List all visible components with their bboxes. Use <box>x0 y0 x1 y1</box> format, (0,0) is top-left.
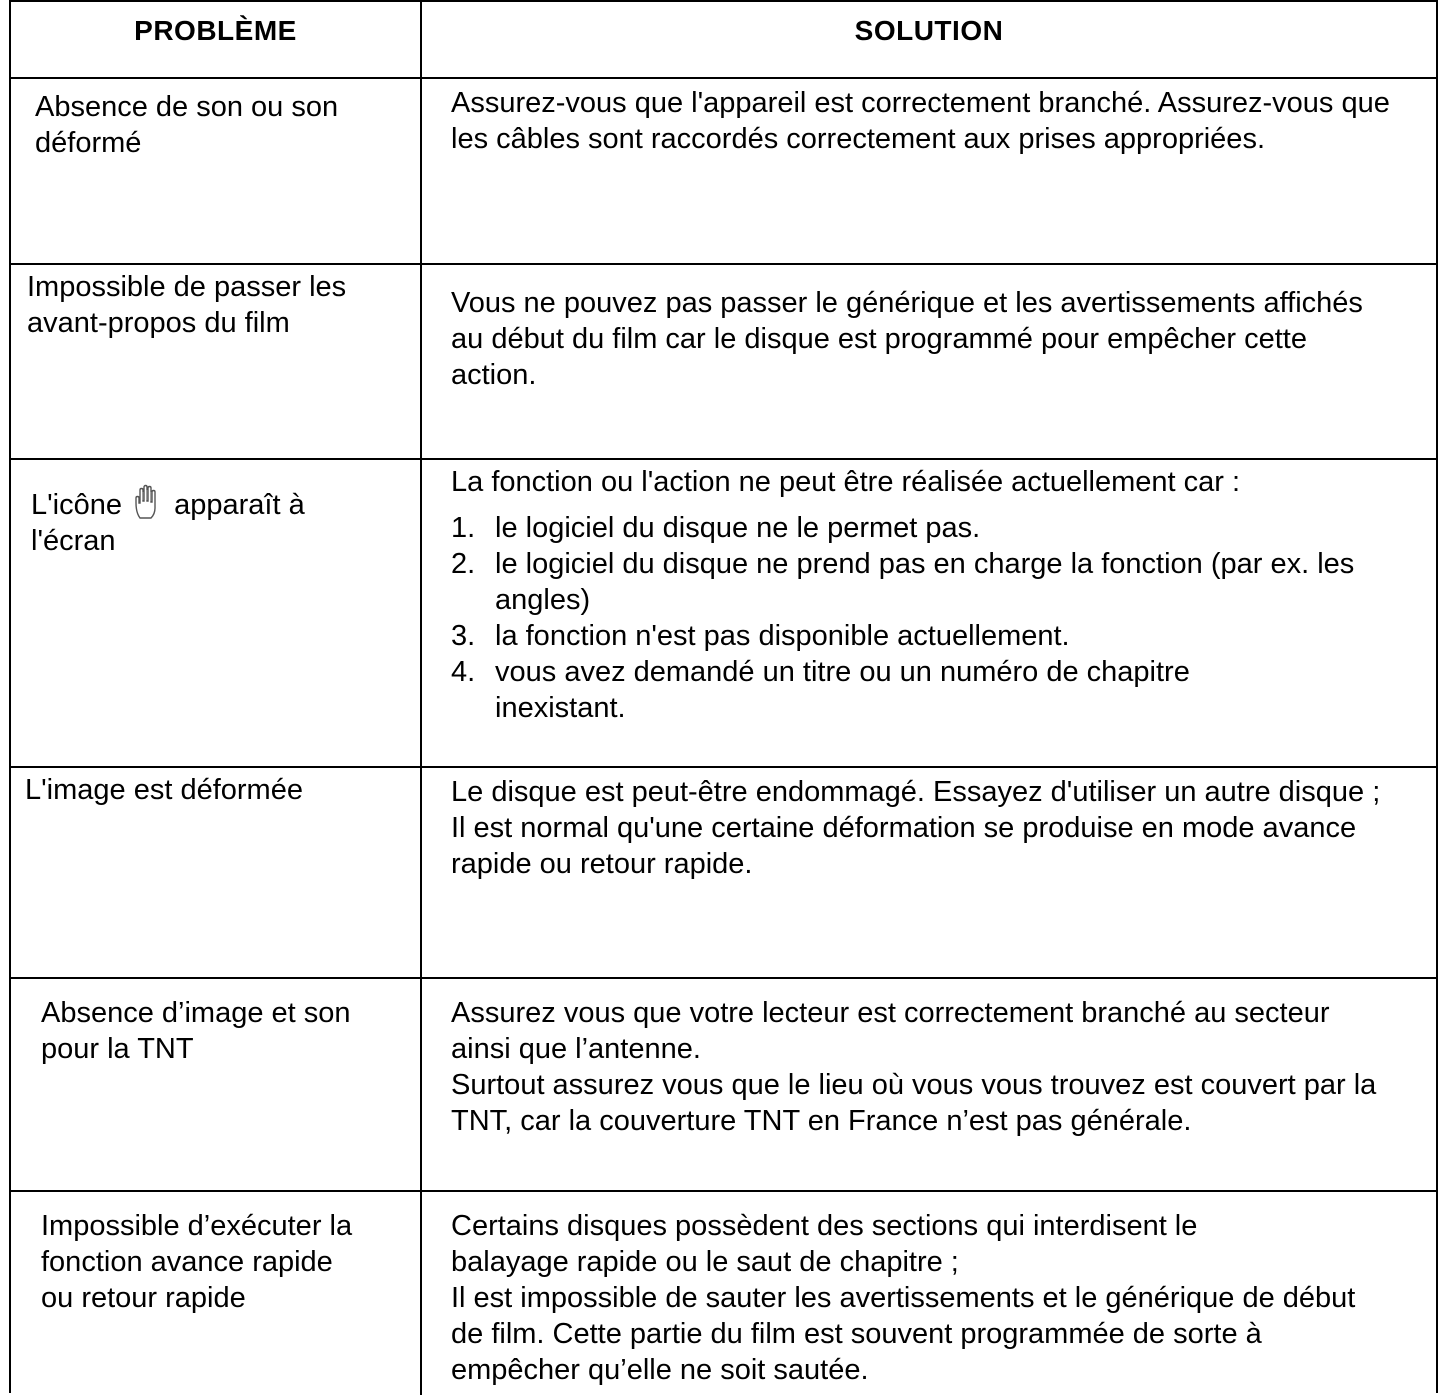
list-number: 4. <box>451 656 476 688</box>
solution-line: Il est impossible de sauter les avertissements et le générique de début de film. Cette partie du film est souvent programmée de sorte à empêcher qu’elle ne soit sautée. <box>451 1282 1356 1386</box>
table-row <box>11 460 1436 768</box>
list-text: la fonction n'est pas disponible actuellement. <box>495 620 1070 652</box>
solution-line: Le disque est peut-être endommagé. Essayez d'utiliser un autre disque ; <box>451 776 1381 808</box>
column-divider <box>420 1192 422 1395</box>
list-number: 3. <box>451 620 476 652</box>
table-row <box>11 768 1436 979</box>
problem-cell: Absence de son ou son déformé <box>35 91 339 159</box>
table-row <box>11 79 1436 265</box>
list-number: 2. <box>451 548 476 580</box>
table-row <box>11 1192 1436 1395</box>
list-number: 1. <box>451 512 476 544</box>
problem-cell: Impossible de passer les avant-propos du film <box>27 271 347 339</box>
column-divider <box>420 265 422 458</box>
solution-cell: Assurez-vous que l'appareil est correctement branché. Assurez-vous que les câbles sont raccordés correctement aux prises appropriées. <box>451 87 1390 155</box>
header-solution: SOLUTION <box>854 15 1004 46</box>
problem-cell: Absence d’image et son pour la TNT <box>41 997 351 1065</box>
column-divider <box>420 79 422 263</box>
problem-text-after-icon: apparaît à l'écran <box>31 489 305 557</box>
problem-text-before-icon: L'icône <box>31 489 131 521</box>
column-divider <box>420 460 422 766</box>
table-row <box>11 265 1436 460</box>
solution-line: Assurez vous que votre lecteur est correctement branché au secteur ainsi que l’antenne. <box>451 997 1330 1065</box>
header-problem: PROBLÈME <box>134 15 297 46</box>
table-header-row <box>11 2 1436 79</box>
list-text: vous avez demandé un titre ou un numéro de chapitre inexistant. <box>495 656 1190 724</box>
solution-intro: La fonction ou l'action ne peut être réalisée actuellement car : <box>451 466 1241 498</box>
list-item <box>451 654 1411 726</box>
solution-cell: Vous ne pouvez pas passer le générique et les avertissements affichés au début du film car le disque est programmé pour empêcher cette action. <box>451 287 1363 391</box>
column-divider <box>420 768 422 977</box>
solution-line: Surtout assurez vous que le lieu où vous vous trouvez est couvert par la TNT, car la couverture TNT en France n’est pas générale. <box>451 1069 1377 1137</box>
troubleshooting-table <box>9 0 1438 1393</box>
problem-cell: Impossible d’exécuter la fonction avance rapide ou retour rapide <box>41 1210 353 1314</box>
list-item <box>451 510 1411 546</box>
solution-line: Certains disques possèdent des sections qui interdisent le balayage rapide ou le saut de chapitre ; <box>451 1210 1198 1278</box>
problem-cell <box>31 484 391 559</box>
solution-line: Il est normal qu'une certaine déformation se produise en mode avance rapide ou retour rapide. <box>451 812 1357 880</box>
solution-list <box>451 510 1411 726</box>
solution-cell <box>451 464 1411 726</box>
list-text: le logiciel du disque ne prend pas en charge la fonction (par ex. les angles) <box>495 548 1355 616</box>
solution-cell <box>451 774 1381 882</box>
table-row <box>11 979 1436 1192</box>
list-item <box>451 618 1411 654</box>
list-item <box>451 546 1411 618</box>
column-divider <box>420 979 422 1190</box>
hand-icon <box>134 484 160 520</box>
solution-cell <box>451 995 1401 1139</box>
solution-cell <box>451 1208 1371 1388</box>
list-text: le logiciel du disque ne le permet pas. <box>495 512 981 544</box>
problem-cell: L'image est déformée <box>25 774 303 806</box>
